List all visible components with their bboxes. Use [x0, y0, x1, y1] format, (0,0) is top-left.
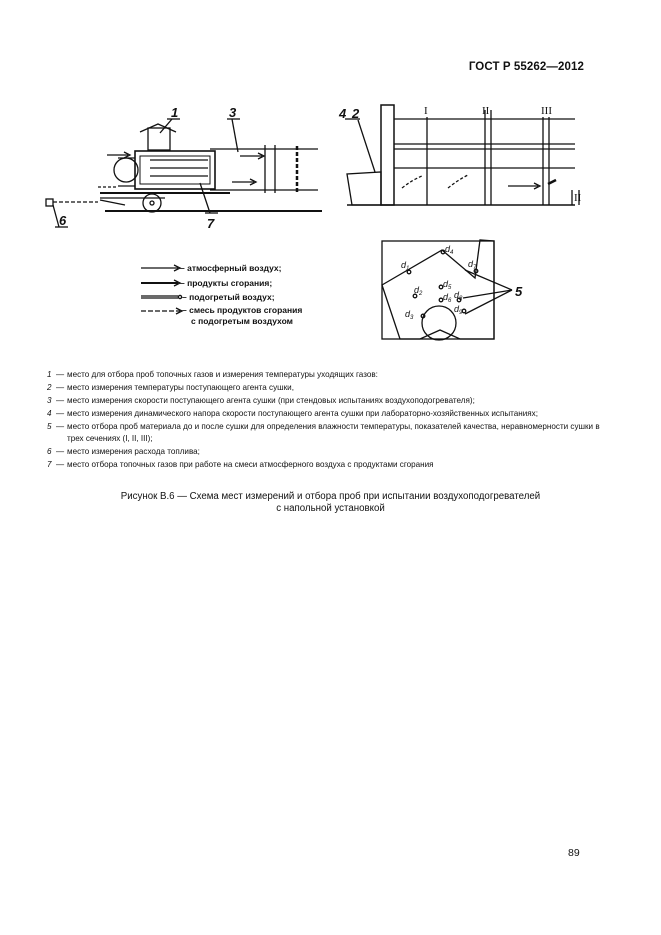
figure-scheme	[0, 0, 661, 360]
legend-item-2: 2 — место измерения температуры поступающего агента сушки,	[47, 383, 294, 393]
arrow-legend-samples	[141, 265, 182, 314]
callout-1: 1	[171, 105, 179, 120]
legend-item-4: 4 — место измерения динамического напора скорости поступающего агента сушки при лабораторно-хозяйственных испытаниях;	[47, 409, 538, 419]
document-header: ГОСТ Р 55262—2012	[468, 61, 584, 73]
cross-section-drawing	[382, 240, 512, 340]
legend-item-1: 1 — место для отбора проб топочных газов и измерения температуры уходящих газов:	[47, 370, 378, 379]
point-d7: $d_7$	[468, 259, 477, 271]
point-d3: $d_3$	[405, 309, 414, 321]
legend-item-3: 3 — место измерения скорости поступающего агента сушки (при стендовых испытаниях воздухоподогревателя);	[47, 396, 475, 406]
section-label-2: II	[482, 105, 490, 117]
callout-4: 4	[339, 106, 347, 121]
point-d6: $d_6$	[443, 292, 452, 304]
legend-combustion-products: – продукты сгорания;	[180, 278, 273, 288]
point-d5: $d_5$	[443, 279, 452, 291]
legend-heated-air: – подогретый воздух;	[182, 292, 275, 302]
callout-7: 7	[207, 216, 215, 231]
section-label-3: III	[541, 105, 552, 117]
air-heater-drawing	[46, 124, 322, 212]
legend-item-5: 5 — место отбора проб материала до и после сушки для определения влажности температуры, показателей качества, неравномерности сушки в трех сечениях (I, II, III);	[47, 422, 600, 443]
legend-mixture-line2: с подогретым воздухом	[191, 316, 293, 326]
section-label-1: I	[424, 105, 428, 117]
caption-line-2: с напольной установкой	[276, 503, 385, 514]
dryer-drawing	[345, 105, 579, 205]
legend-item-7: 7 — место отбора топочных газов при работе на смеси атмосферного воздуха с продуктами сгорания	[47, 460, 434, 470]
caption-line-1: Рисунок В.6 — Схема мест измерений и отбора проб при испытании воздухоподогревателей	[120, 491, 541, 502]
figure-legend	[47, 369, 607, 472]
figure-caption	[60, 491, 601, 515]
callout-6: 6	[59, 213, 67, 228]
callout-5: 5	[515, 284, 523, 299]
point-d1: $d_1$	[401, 260, 410, 272]
point-d9: $d_9$	[454, 304, 463, 316]
page-number: 89	[568, 847, 580, 859]
point-d8: $d_8$	[454, 290, 463, 302]
point-d4: $d_4$	[445, 244, 454, 256]
callout-3: 3	[229, 105, 237, 120]
point-d2: $d_2$	[414, 285, 423, 297]
legend-item-6: 6 — место измерения расхода топлива;	[47, 446, 200, 456]
section-cut-label: II	[574, 192, 582, 204]
legend-mixture-line1: – смесь продуктов сгорания	[182, 305, 303, 315]
callout-2: 2	[352, 106, 360, 121]
legend-atmospheric-air: – атмосферный воздух;	[180, 263, 282, 273]
